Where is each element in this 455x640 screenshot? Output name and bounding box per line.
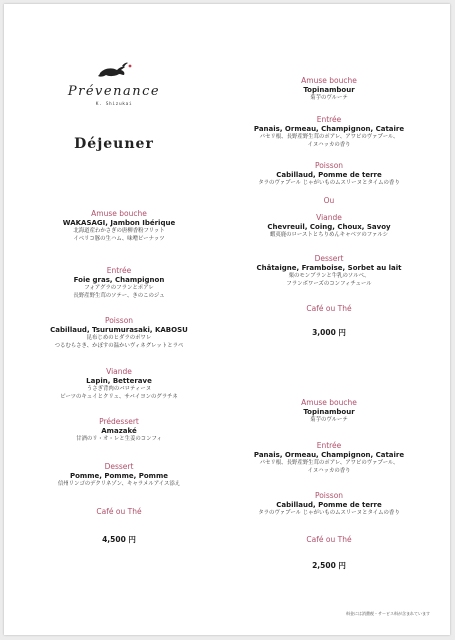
page-title: Déjeuner (74, 136, 154, 152)
rabbit-logo-icon (94, 62, 134, 80)
brand-name: Prévenance (67, 84, 161, 99)
dish-note: タラのヴァプール じゃがいものムスリーヌとタイムの香り (258, 510, 400, 516)
dish-note: タラのヴァプール じゃがいものムスリーヌとタイムの香り (258, 180, 400, 186)
dish-note: イヌハッカの香り (307, 141, 351, 148)
dish-name: Cabillaud, Pomme de terre (276, 171, 382, 179)
dish-note: フランボワーズのコンフィチュール (286, 280, 372, 287)
right2-course-amuse (229, 398, 429, 425)
chef-name: K. Shizukai (95, 102, 133, 107)
dish-note: 甘酒のリ・オ・レと生姜のコンフィ (76, 436, 162, 442)
dish-note: 昆布じめのヒダラのポワレ (86, 335, 152, 341)
dish-note: うさぎ背肉のバロティーヌ (86, 386, 152, 392)
dish-name: Panais, Ormeau, Champignon, Cataire (253, 125, 405, 133)
course-title: Amuse bouche (301, 398, 357, 407)
dish-name: Amazaké (101, 427, 137, 435)
right1-course-viande (229, 213, 429, 240)
course-title: Viande (106, 367, 132, 376)
course-title: Dessert (104, 462, 134, 471)
course-title: Poisson (314, 161, 344, 170)
course-title: Café ou Thé (306, 535, 352, 544)
course-title: Entrée (316, 441, 342, 450)
course-title: Amuse bouche (91, 209, 147, 218)
left-course-amuse (34, 209, 204, 243)
left-course-cafe (34, 507, 204, 517)
dish-name: Chevreuil, Coing, Choux, Savoy (267, 223, 391, 231)
dish-name: Pomme, Pomme, Pomme (69, 472, 169, 480)
dish-name: Cabillaud, Tsurumurasaki, KABOSU (50, 326, 188, 334)
left-price: 4,500 円 (102, 535, 136, 544)
course-title: Dessert (314, 254, 344, 263)
dish-note: 栗のモンブランと牛乳のソルベ、 (288, 273, 370, 279)
course-title: Viande (316, 213, 342, 222)
course-title: Poisson (314, 491, 344, 500)
dish-note: 菊芋のヴルーテ (310, 417, 348, 423)
restaurant-logo (44, 62, 184, 107)
left-course-entree (34, 266, 204, 300)
right2-course-entree (229, 441, 429, 475)
dish-name: Lapin, Betterave (86, 377, 152, 385)
dish-note: 信州リンゴのデクリネゾン、キャラメルアイス添え (57, 481, 181, 487)
right1-course-poisson (229, 161, 429, 188)
dish-name: Panais, Ormeau, Champignon, Cataire (253, 451, 405, 459)
footnote: 料金には消費税・サービス料が含まれています (346, 611, 430, 616)
course-title: Café ou Thé (306, 304, 352, 313)
right1-course-ou (229, 196, 429, 206)
dish-note: ビーツのキュイとクリュ、サバイヨンのグラチネ (60, 393, 178, 400)
left-course-poisson (34, 316, 204, 350)
dish-note: フォアグラのフランとポアレ (84, 285, 154, 291)
course-title: Café ou Thé (96, 507, 142, 516)
course-title: Entrée (316, 115, 342, 124)
right-price-1: 3,000 円 (312, 328, 346, 337)
dish-name: WAKASAGI, Jambon Ibérique (62, 219, 176, 227)
dish-name: Foie gras, Champignon (73, 276, 165, 284)
course-title: Amuse bouche (301, 76, 357, 85)
dish-note: パセリ根、長野産野生茸のポアレ、アワビのヴァプール、 (259, 460, 399, 466)
right1-course-dessert (229, 254, 429, 288)
right2-course-cafe (229, 535, 429, 545)
course-title: Ou (323, 196, 335, 205)
dish-note: つるむらさき、かぼすの温かいヴィネグレットとラペ (54, 342, 184, 349)
dish-name: Cabillaud, Pomme de terre (276, 501, 382, 509)
dish-note: 長野産野生茸のソテー、きのこのジュ (73, 292, 165, 299)
right1-course-amuse (229, 76, 429, 103)
dish-name: Topinambour (303, 408, 355, 416)
dish-note: イベリコ豚の生ハム、味噌ピーナッツ (73, 235, 165, 242)
course-title: Entrée (106, 266, 132, 275)
course-title: Poisson (104, 316, 134, 325)
left-course-predessert (34, 417, 204, 444)
dish-note: 北海道産わかさぎの唐柳香粉フリット (73, 228, 165, 234)
dish-note: パセリ根、長野産野生茸のポアレ、アワビのヴァプール、 (259, 134, 399, 140)
left-course-dessert (34, 462, 204, 489)
dish-note: 菊芋のヴルーテ (310, 95, 348, 101)
dish-name: Topinambour (303, 86, 355, 94)
right-price-2: 2,500 円 (312, 561, 346, 570)
left-course-viande (34, 367, 204, 401)
right1-course-entree (229, 115, 429, 149)
dish-note: イヌハッカの香り (307, 467, 351, 474)
right2-course-poisson (229, 491, 429, 518)
course-title: Prédessert (99, 417, 139, 426)
dish-note: 蝦夷鹿のローストとちりめんキャベツのファルシ (269, 232, 389, 238)
menu-sheet (4, 4, 450, 635)
dish-name: Châtaigne, Framboise, Sorbet au lait (256, 264, 402, 272)
right1-course-cafe (229, 304, 429, 314)
